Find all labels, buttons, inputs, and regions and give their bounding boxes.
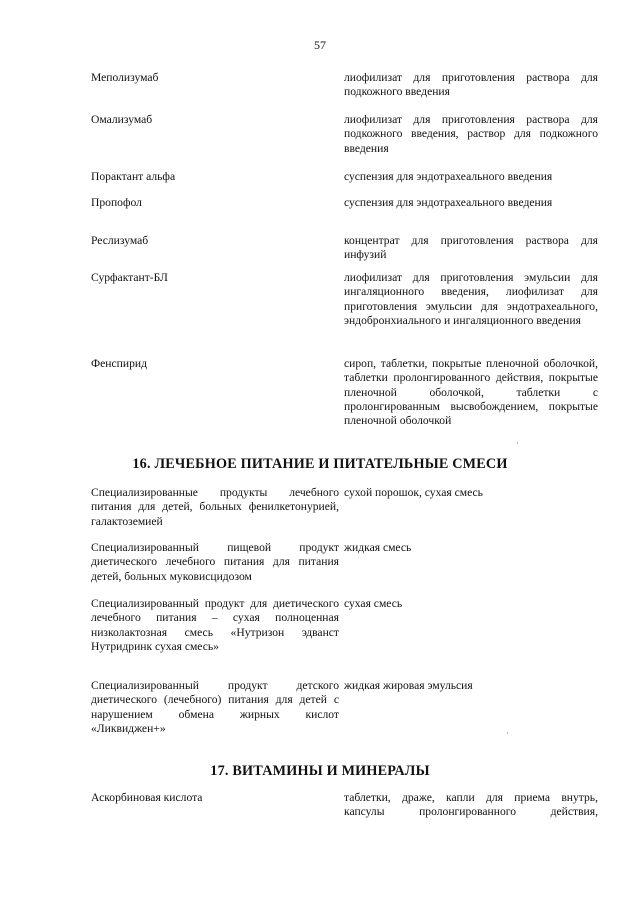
product-name: Специализированный продукт для диетического лечебного питания – сухая полноценная низколактозная смесь «Нутризон эдванст Нутридринк сухая смесь» — [91, 597, 339, 653]
product-form: жидкая жировая эмульсия — [344, 679, 473, 692]
section-heading: 16. ЛЕЧЕБНОЕ ПИТАНИЕ И ПИТАТЕЛЬНЫЕ СМЕСИ — [132, 456, 508, 472]
product-name: Специализированные продукты лечебного питания для детей, больных фенилкетонурией, галактоземией — [91, 486, 339, 528]
product-name: Специализированный пищевой продукт диетического лечебного питания для питания детей, больных муковисцидозом — [91, 541, 339, 583]
dosage-form: лиофилизат для приготовления раствора для подкожного введения, раствор для подкожного введения — [344, 113, 598, 155]
product-form: сухая смесь — [344, 597, 403, 610]
dosage-form: лиофилизат для приготовления раствора для подкожного введения — [344, 71, 598, 99]
product-form: сухой порошок, сухая смесь — [344, 486, 483, 499]
product-name: Специализированный продукт детского диетического (лечебного) питания для детей с нарушением обмена жирных кислот «Ликвиджен+» — [91, 679, 339, 735]
dosage-form: концентрат для приготовления раствора для инфузий — [344, 234, 598, 262]
page-number: 57 — [314, 38, 326, 52]
drug-name: Меполизумаб — [91, 71, 159, 84]
dosage-form: таблетки, драже, капли для приема внутрь, капсулы пролонгированного действия, — [344, 791, 598, 819]
drug-name: Сурфактант-БЛ — [91, 271, 168, 284]
drug-name: Пропофол — [91, 196, 142, 209]
drug-name: Аскорбиновая кислота — [91, 791, 203, 804]
drug-name: Омализумаб — [91, 113, 153, 126]
scan-mark: · — [516, 438, 519, 448]
section-heading: 17. ВИТАМИНЫ И МИНЕРАЛЫ — [210, 763, 430, 779]
dosage-form: суспензия для эндотрахеального введения — [344, 196, 553, 209]
dosage-form: суспензия для эндотрахеального введения — [344, 170, 553, 183]
dosage-form: лиофилизат для приготовления эмульсии для ингаляционного введения, лиофилизат для приготовления эмульсии для эндотрахеального, эндобронхиального и ингаляционного введения — [344, 271, 598, 327]
drug-name: Фенспирид — [91, 357, 147, 370]
scan-mark: · — [506, 728, 509, 738]
dosage-form: сироп, таблетки, покрытые пленочной оболочкой, таблетки пролонгированного действия, покрытые пленочной оболочкой, таблетки с пролонгированным высвобождением, покрытые пленочной оболочкой — [344, 357, 598, 428]
drug-name: Реслизумаб — [91, 234, 149, 247]
drug-name: Порактант альфа — [91, 170, 176, 183]
product-form: жидкая смесь — [344, 541, 412, 554]
